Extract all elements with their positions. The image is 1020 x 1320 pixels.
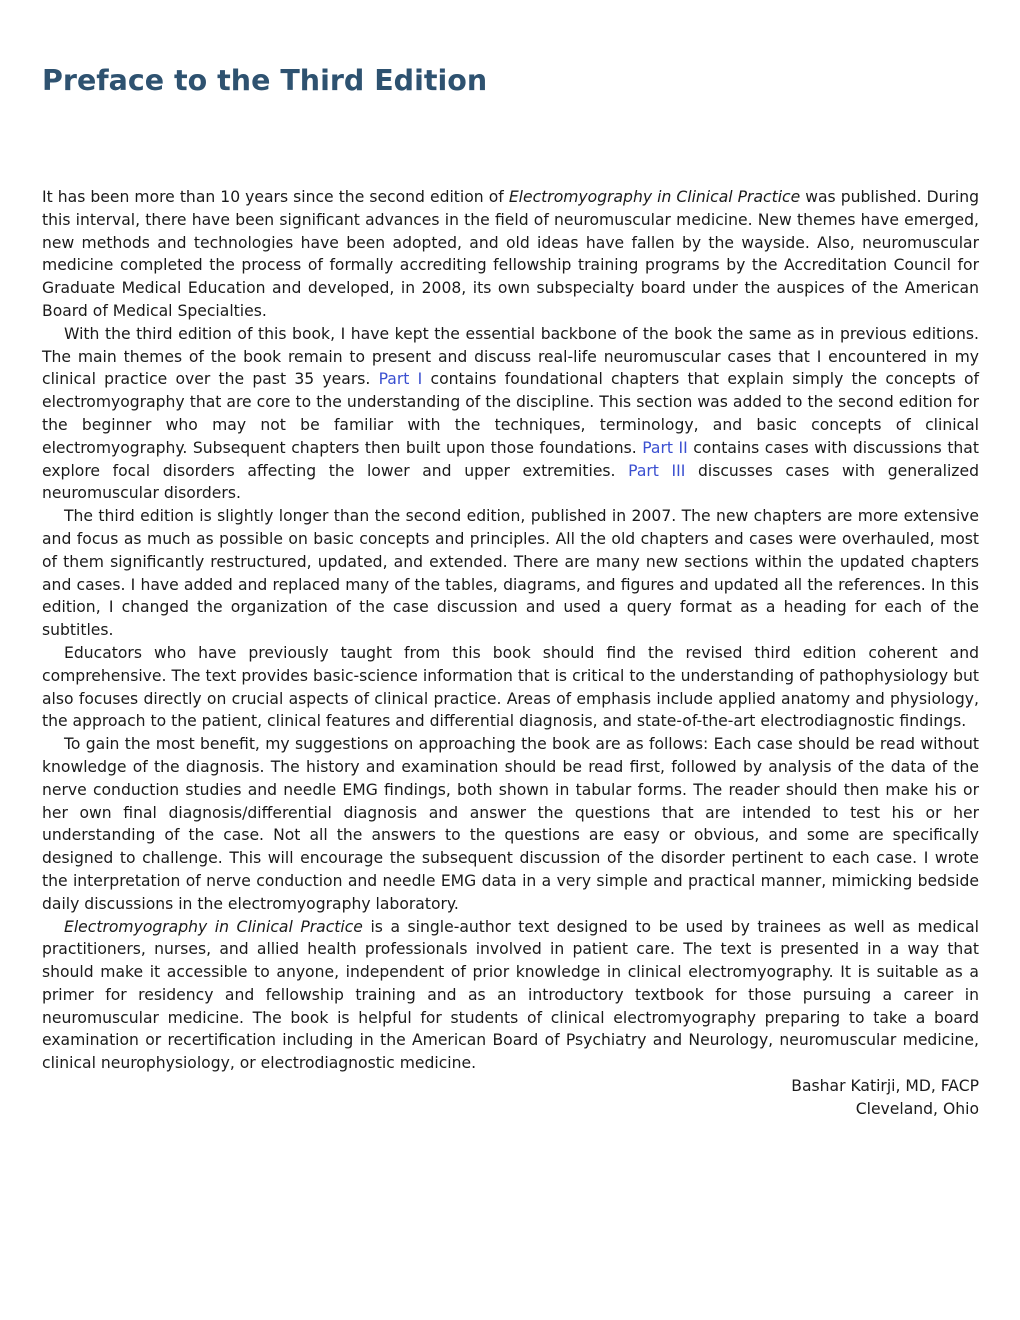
paragraph-6-text-b: is a single-author text designed to be used by trainees as well as medical practitioners, nurses, and allied health professionals involved in patient care. The text is presented in a way that should make it accessible to anyone, independent of prior knowledge in clinical electromyography. It is suitable as a primer for residency and fellowship training and as an introductory textbook for those pursuing a career in neuromuscular medicine. The book is helpful for students of clinical electromyography preparing to take a board examination or recertification including in the American Board of Psychiatry and Neurology, neuromuscular medicine, clinical neurophysiology, or electrodiagnostic medicine.	[42, 917, 979, 1073]
book-title-italic: Electromyography in Clinical Practice	[508, 188, 801, 206]
part-i-link[interactable]: Part I	[378, 370, 423, 389]
paragraph-2-text-d: discusses cases with generalized neuromuscular disorders.	[42, 461, 979, 503]
paragraph-1-text-a: It has been more than 10 years since the second edition of	[42, 188, 509, 206]
part-ii-link[interactable]: Part II	[642, 438, 688, 457]
paragraph-6	[42, 916, 979, 1076]
paragraph-2-text-a: With the third edition of this book, I have kept the essential backbone of the book the same as in previous editions. The main themes of the book remain to present and discuss real-life neuromuscular cases that I encountered in my clinical practice over the past 35 years.	[42, 324, 979, 389]
paragraph-2-text-c: contains cases with discussions that explore focal disorders affecting the lower and upper extremities.	[42, 438, 979, 480]
author-name: Bashar Katirji, MD, FACP	[791, 1077, 979, 1096]
paragraph-1-text-b: was published. During this interval, there have been significant advances in the field of neuromuscular medicine. New themes have emerged, new methods and technologies have been adopted, and old ideas have fallen by the wayside. Also, neuromuscular medicine completed the process of formally accrediting fellowship training programs by the Accreditation Council for Graduate Medical Education and developed, in 2008, its own subspecialty board under the auspices of the American Board of Medical Specialties.	[42, 188, 979, 320]
paragraph-2-text-b: contains foundational chapters that explain simply the concepts of electromyography that are core to the understanding of the discipline. This section was added to the second edition for the beginner who may not be familiar with the techniques, terminology, and basic concepts of clinical electromyography. Subsequent chapters then built upon those foundations.	[42, 370, 980, 457]
part-iii-link[interactable]: Part III	[628, 461, 686, 480]
paragraph-1	[42, 186, 979, 323]
author-location: Cleveland, Ohio	[855, 1099, 979, 1118]
paragraph-2	[42, 323, 979, 505]
paragraph-5: To gain the most benefit, my suggestions on approaching the book are as follows: Each case should be read without knowledge of the diagnosis. The history and examination should be read first, followed by analysis of the data of the nerve conduction studies and needle EMG findings, both shown in tabular forms. The reader should then make his or her own final diagnosis/differential diagnosis and answer the questions that are intended to test his or her understanding of the case. Not all the answers to the questions are easy or obvious, and some are specifically designed to challenge. This will encourage the subsequent discussion of the disorder pertinent to each case. I wrote the interpretation of nerve conduction and needle EMG data in a very simple and practical manner, mimicking bedside daily discussions in the electromyography laboratory.	[42, 735, 979, 913]
paragraph-3: The third edition is slightly longer than the second edition, published in 2007. The new chapters are more extensive and focus as much as possible on basic concepts and principles. All the old chapters and cases were overhauled, most of them significantly restructured, updated, and extended. There are many new sections within the updated chapters and cases. I have added and replaced many of the tables, diagrams, and figures and updated all the references. In this edition, I changed the organization of the case discussion and used a query format as a heading for each of the subtitles.	[42, 507, 979, 640]
book-title-italic: Electromyography in Clinical Practice	[64, 917, 363, 936]
preface-body	[42, 186, 979, 1121]
page-title: Preface to the Third Edition	[42, 64, 488, 97]
paragraph-4: Educators who have previously taught from this book should find the revised third edition coherent and comprehensive. The text provides basic-science information that is critical to the understanding of pathophysiology but also focuses directly on crucial aspects of clinical practice. Areas of emphasis include applied anatomy and physiology, the approach to the patient, clinical features and differential diagnosis, and state-of-the-art electrodiagnostic findings.	[42, 643, 979, 731]
